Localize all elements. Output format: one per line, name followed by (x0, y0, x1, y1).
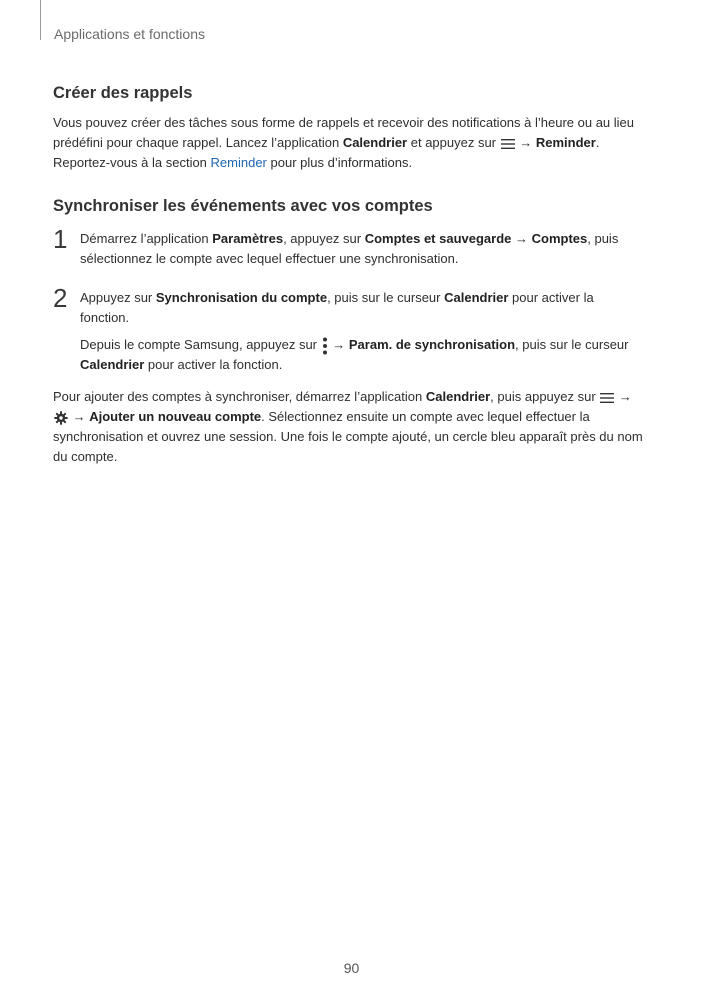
step-1 (53, 224, 643, 269)
header-rule (40, 0, 41, 40)
step-2 (53, 283, 643, 375)
section-title-sync: Synchroniser les événements avec vos comptes (53, 197, 433, 215)
gear-icon (54, 411, 68, 425)
reminders-reference: Reportez-vous à la section Reminder pour plus d’informations. (53, 155, 413, 170)
step-number: 1 (53, 224, 68, 254)
step-1-text: Démarrez l’application Paramètres, appuyez sur Comptes et sauvegarde → Comptes, puis sélectionnez le compte avec lequel effectuer une synchronisation. (80, 231, 619, 266)
add-account-paragraph: Pour ajouter des comptes à synchroniser, démarrez l’application Calendrier, puis appuyez sur → → Ajouter un nouveau compte. Sélectionnez ensuite un compte avec lequel effectuer la synchronisation et ouvrez une session. Une fois le compte ajouté, un cercle bleu apparaît près du nom du compte. (53, 389, 643, 464)
section-title-reminders: Créer des rappels (53, 84, 193, 102)
menu-icon (501, 138, 515, 150)
page-number: 90 (343, 960, 360, 976)
reminder-link[interactable]: Reminder (210, 155, 267, 170)
step-2-subtext: Depuis le compte Samsung, appuyez sur → Param. de synchronisation, puis sur le curseur Calendrier pour activer la fonction. (80, 337, 629, 372)
step-number: 2 (53, 283, 68, 313)
page-content (53, 82, 643, 467)
page-header: Applications et fonctions (54, 26, 205, 42)
step-2-text: Appuyez sur Synchronisation du compte, puis sur le curseur Calendrier pour activer la fonction. (80, 290, 594, 325)
menu-icon (600, 392, 614, 404)
reminders-paragraph: Vous pouvez créer des tâches sous forme de rappels et recevoir des notifications à l’heure ou au lieu prédéfini pour chaque rappel. Lancez l’application Calendrier et appuyez sur → Reminder. (53, 115, 635, 150)
more-options-icon (322, 337, 328, 355)
